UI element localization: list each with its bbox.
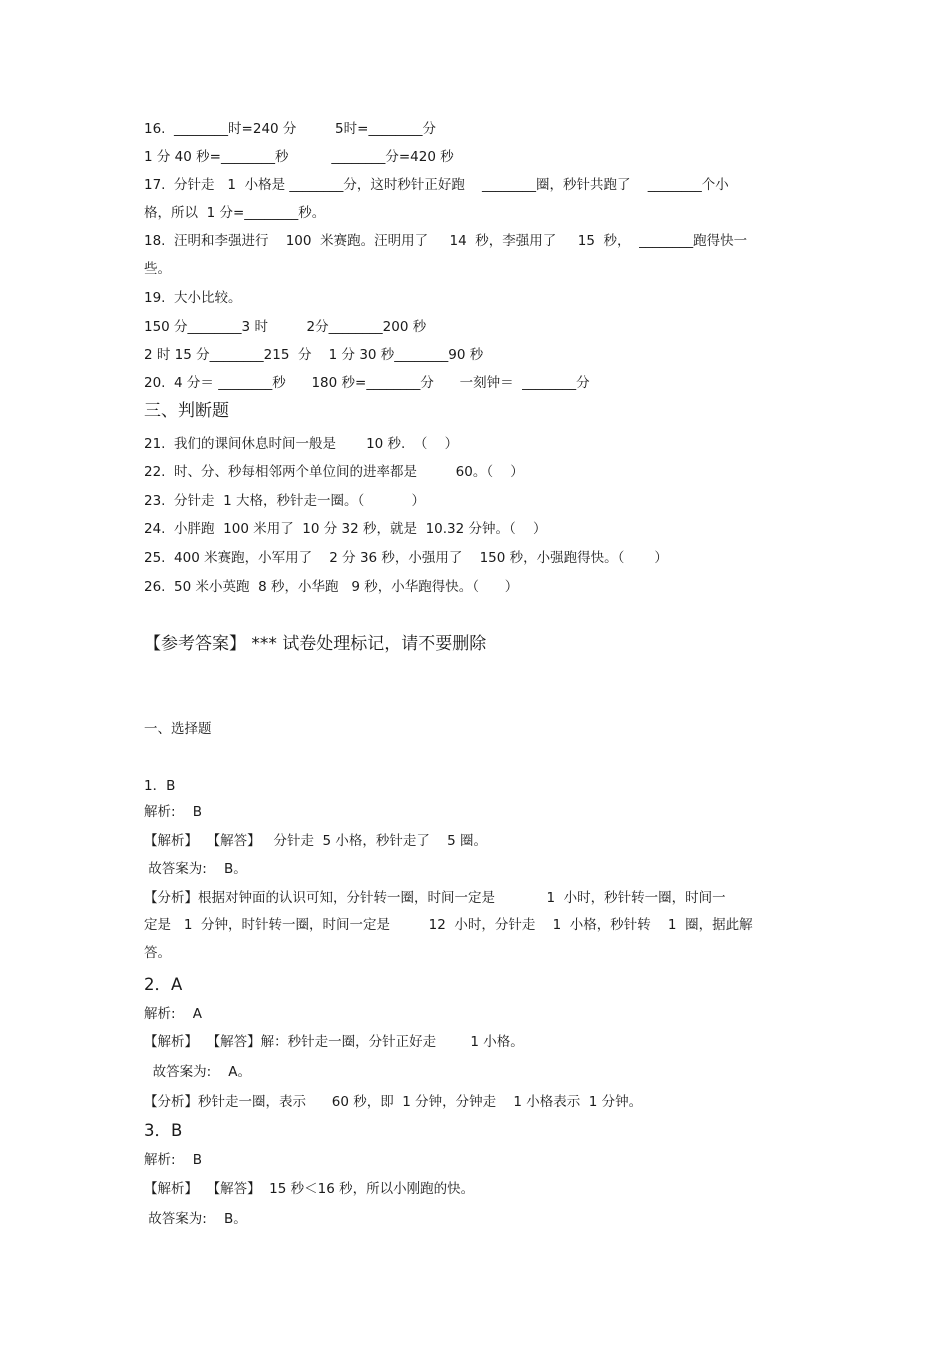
answer-1-detail: 【解析】 【解答】 分针走 5 小格，秒针走了 5 圈。 [144, 833, 487, 849]
answer-1-parse: 解析: B [144, 804, 202, 820]
answer-2-detail: 【解析】 【解答】解：秒针走一圈，分针正好走 1 小格。 [144, 1034, 524, 1050]
question-17-line-2: 格，所以 1 分=________秒。 [144, 205, 326, 221]
answer-3-parse: 解析: B [144, 1152, 202, 1168]
answer-header: 【参考答案】 *** 试卷处理标记，请不要删除 [144, 634, 487, 654]
answer-1-number: 1．B [144, 778, 176, 794]
question-20: 20. 4 分＝ ________秒 180 秒=________分 一刻钟＝ ________分 [144, 375, 590, 391]
question-17-line-1: 17. 分针走 1 小格是 ________分，这时秒针正好跑 ________圈，秒针共跑了 ________个小 [144, 177, 729, 193]
section-judge-title: 三、判断题 [144, 401, 229, 421]
answer-3-number: 3．B [144, 1121, 183, 1140]
judge-item-25: 25. 400 米赛跑，小军用了 2 分 36 秒，小强用了 150 秒，小强跑得快。（ ） [144, 550, 668, 566]
judge-item-24: 24. 小胖跑 100 米用了 10 分 32 秒，就是 10.32 分钟。（ ） [144, 521, 547, 537]
answer-section-choice-title: 一、选择题 [144, 721, 212, 737]
answer-2-final: 故答案为: A。 [144, 1064, 252, 1080]
question-19-line-2: 2 时 15 分________215 分 1 分 30 秒________90 秒 [144, 347, 484, 363]
answer-2-number: 2．A [144, 975, 183, 994]
answer-1-analysis-line-1: 【分析】根据对钟面的认识可知，分针转一圈，时间一定是 1 小时，秒针转一圈，时间一 [144, 890, 726, 906]
answer-3-final: 故答案为: B。 [144, 1211, 247, 1227]
question-18-line-2: 些。 [144, 261, 171, 277]
answer-1-analysis-line-2: 定是 1 分钟，时针转一圈，时间一定是 12 小时，分针走 1 小格，秒针转 1 圈，据此解 [144, 917, 753, 933]
judge-item-22: 22. 时、分、秒每相邻两个单位间的进率都是 60。（ ） [144, 464, 524, 480]
answer-3-detail: 【解析】 【解答】 15 秒＜16 秒，所以小刚跑的快。 [144, 1181, 475, 1197]
judge-item-26: 26. 50 米小英跑 8 秒，小华跑 9 秒，小华跑得快。（ ） [144, 579, 519, 595]
answer-2-parse: 解析: A [144, 1006, 202, 1022]
judge-item-23: 23. 分针走 1 大格，秒针走一圈。（ ） [144, 493, 425, 509]
question-16-line-2: 1 分 40 秒=________秒 ________分=420 秒 [144, 149, 454, 165]
answer-2-analysis: 【分析】秒针走一圈，表示 60 秒，即 1 分钟，分钟走 1 小格表示 1 分钟。 [144, 1094, 643, 1110]
question-19-title: 19. 大小比较。 [144, 290, 242, 306]
question-16-line-1: 16. ________时=240 分 5时=________分 [144, 121, 436, 137]
judge-item-21: 21. 我们的课间休息时间一般是 10 秒. （ ） [144, 436, 459, 452]
question-19-line-1: 150 分________3 时 2分________200 秒 [144, 319, 427, 335]
answer-1-final: 故答案为: B。 [144, 861, 247, 877]
answer-1-analysis-line-3: 答。 [144, 945, 171, 961]
question-18-line-1: 18. 汪明和李强进行 100 米赛跑。汪明用了 14 秒，李强用了 15 秒， ________跑得快一 [144, 233, 748, 249]
